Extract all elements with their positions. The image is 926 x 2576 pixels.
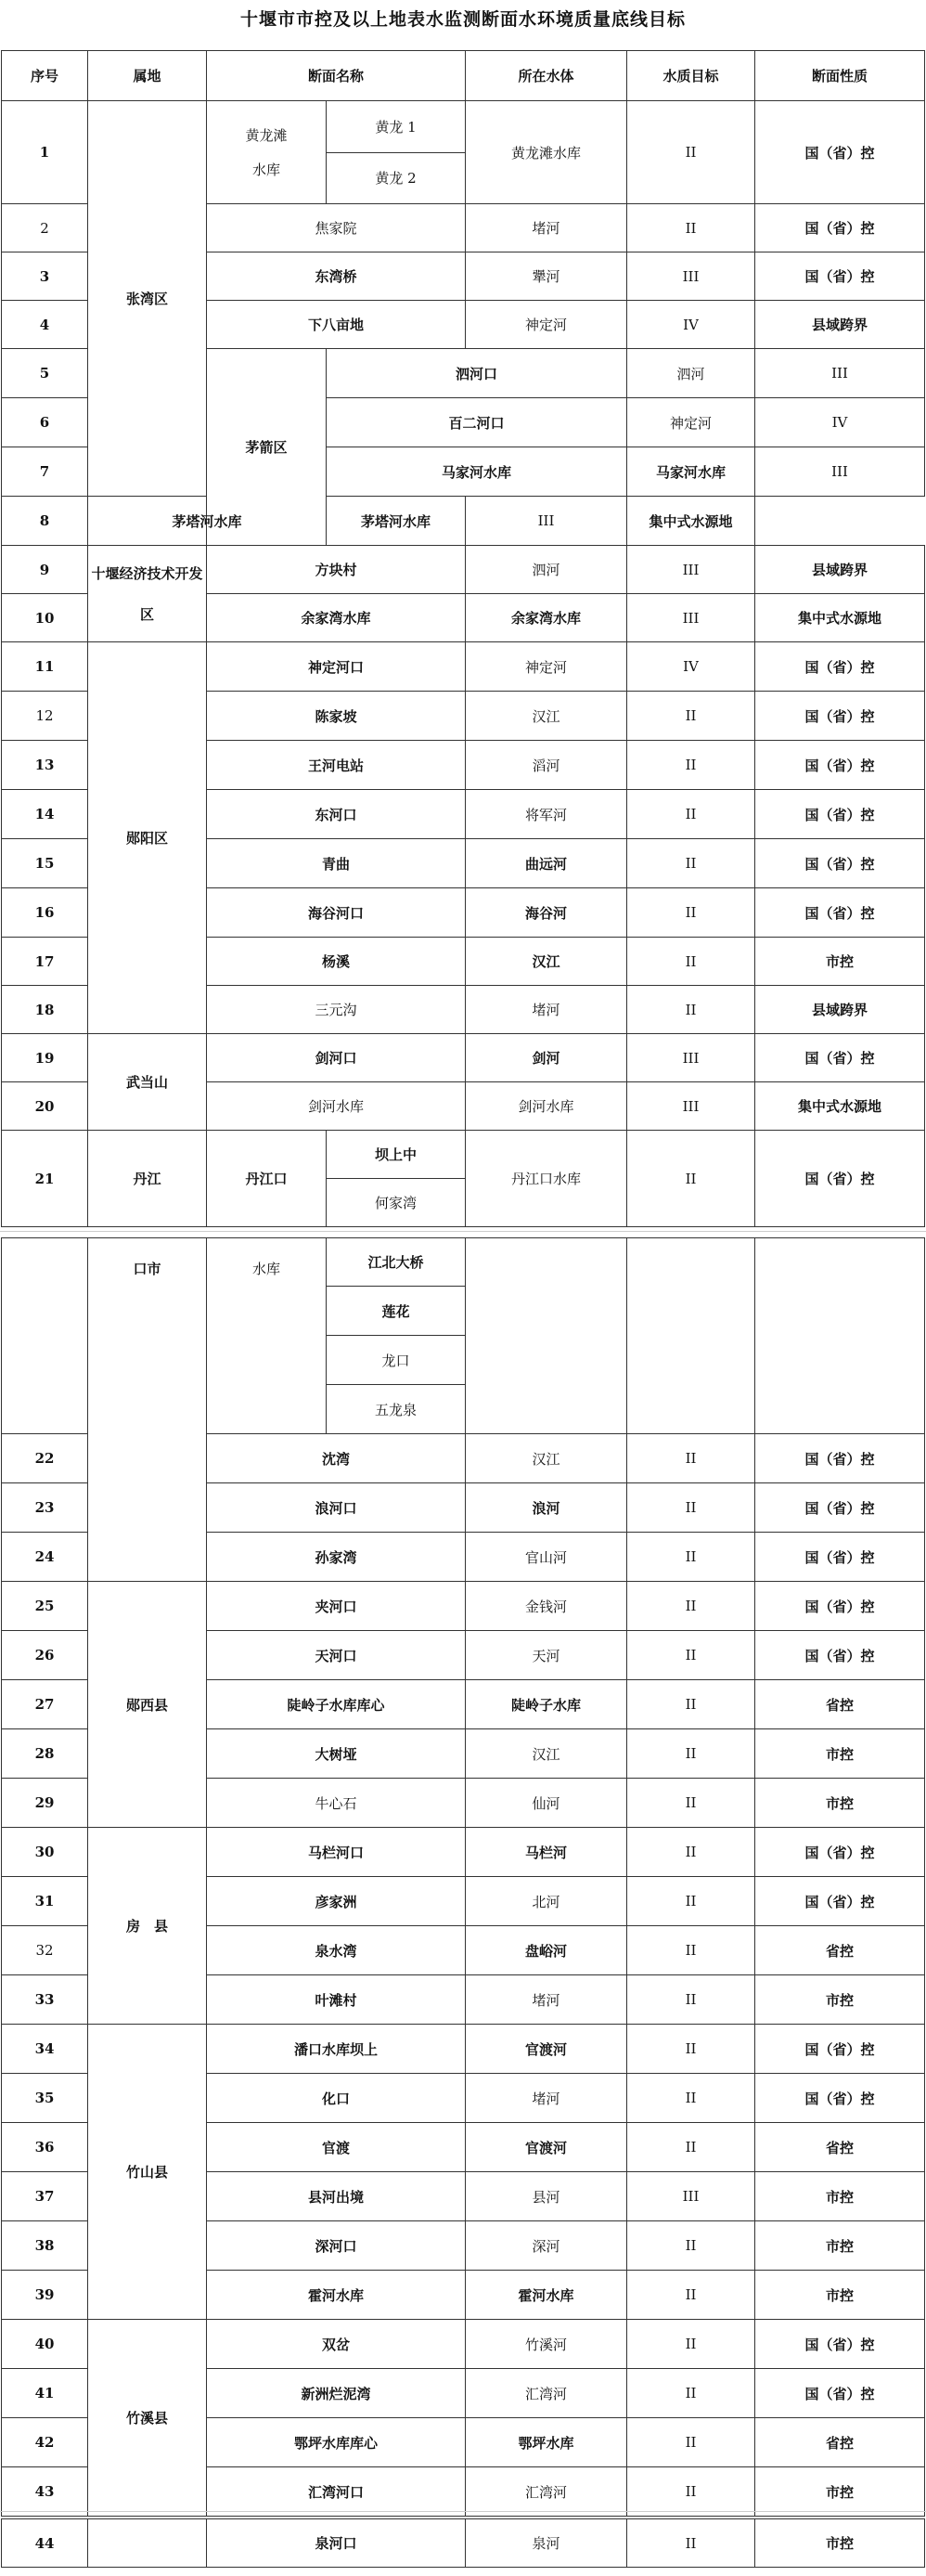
cell-nature: 国（省）控 bbox=[755, 1434, 925, 1483]
cell-water: 堵河 bbox=[466, 204, 627, 252]
cell-name: 杨溪 bbox=[207, 938, 466, 986]
cell-water: 竹溪河 bbox=[466, 2320, 627, 2369]
header-quality-target: 水质目标 bbox=[627, 51, 755, 101]
cell-nature: 国（省）控 bbox=[755, 2025, 925, 2074]
cell-district: 竹山县 bbox=[88, 2025, 207, 2320]
cell-target: II bbox=[627, 2123, 755, 2172]
table-row bbox=[2, 642, 925, 692]
cell-district: 张湾区 bbox=[88, 101, 207, 497]
cell-district bbox=[88, 2519, 207, 2568]
cell-no: 6 bbox=[2, 398, 88, 447]
cell-water: 神定河 bbox=[627, 398, 755, 447]
page-title: 十堰市市控及以上地表水监测断面水环境质量底线目标 bbox=[239, 9, 686, 30]
cell-name: 汇湾河口 bbox=[207, 2467, 466, 2517]
cell-nature: 集中式水源地 bbox=[755, 594, 925, 642]
table-row bbox=[2, 1828, 925, 1877]
cell-nature: 县域跨界 bbox=[755, 986, 925, 1034]
cell-no: 5 bbox=[2, 349, 88, 398]
cell-water: 汉江 bbox=[466, 692, 627, 741]
cell-nature: 县域跨界 bbox=[755, 546, 925, 594]
cell-district: 丹江 bbox=[88, 1131, 207, 1227]
cell-target bbox=[627, 1238, 755, 1434]
baseline-table-part2 bbox=[1, 1237, 925, 2517]
cell-target: II bbox=[627, 1131, 755, 1227]
cell-nature: 国（省）控 bbox=[755, 741, 925, 790]
header-district: 属地 bbox=[88, 51, 207, 101]
cell-name: 孙家湾 bbox=[207, 1533, 466, 1582]
cell-nature: 市控 bbox=[755, 1729, 925, 1779]
cell-name: 马家河水库 bbox=[327, 447, 627, 497]
cell-nature: 省控 bbox=[755, 2418, 925, 2467]
cell-target: III bbox=[627, 1082, 755, 1131]
cell-name: 茅塔河水库 bbox=[88, 497, 327, 546]
cell-no: 31 bbox=[2, 1877, 88, 1926]
cell-name: 泗河口 bbox=[327, 349, 627, 398]
cell-target: III bbox=[466, 497, 627, 546]
cell-target: II bbox=[627, 1533, 755, 1582]
cell-target: IV bbox=[627, 301, 755, 349]
cell-target: II bbox=[627, 1926, 755, 1975]
cell-water: 堵河 bbox=[466, 1975, 627, 2025]
cell-no: 28 bbox=[2, 1729, 88, 1779]
cell-name: 县河出境 bbox=[207, 2172, 466, 2221]
table-row bbox=[2, 546, 925, 594]
cell-target: II bbox=[627, 839, 755, 888]
cell-nature: 国（省）控 bbox=[755, 1034, 925, 1082]
cell-nature: 市控 bbox=[755, 2519, 925, 2568]
cell-name: 潘口水库坝上 bbox=[207, 2025, 466, 2074]
page-divider bbox=[0, 1231, 926, 1232]
cell-no: 23 bbox=[2, 1483, 88, 1533]
cell-water: 鄂坪水库 bbox=[466, 2418, 627, 2467]
cell-no: 35 bbox=[2, 2074, 88, 2123]
cell-subsection: 龙口 bbox=[327, 1336, 466, 1385]
cell-name: 海谷河口 bbox=[207, 888, 466, 938]
cell-no: 33 bbox=[2, 1975, 88, 2025]
header-section-nature: 断面性质 bbox=[755, 51, 925, 101]
cell-nature: 县域跨界 bbox=[755, 301, 925, 349]
table-row bbox=[2, 2025, 925, 2074]
cell-name: 天河口 bbox=[207, 1631, 466, 1680]
cell-no: 7 bbox=[2, 447, 88, 497]
cell-target: II bbox=[627, 2369, 755, 2418]
cell-district: 武当山 bbox=[88, 1034, 207, 1131]
cell-no: 2 bbox=[2, 204, 88, 252]
cell-district: 口市 bbox=[88, 1238, 207, 1582]
cell-no: 42 bbox=[2, 2418, 88, 2467]
cell-nature: 国（省）控 bbox=[755, 2369, 925, 2418]
cell-water: 神定河 bbox=[466, 301, 627, 349]
cell-target: IV bbox=[627, 642, 755, 692]
cell-target: II bbox=[627, 2467, 755, 2517]
cell-no: 41 bbox=[2, 2369, 88, 2418]
cell-subsection: 五龙泉 bbox=[327, 1385, 466, 1434]
cell-nature bbox=[755, 1238, 925, 1434]
cell-water: 剑河水库 bbox=[466, 1082, 627, 1131]
baseline-table-part3 bbox=[1, 2518, 925, 2568]
cell-water: 曲远河 bbox=[466, 839, 627, 888]
cell-district: 郧西县 bbox=[88, 1582, 207, 1828]
cell-section-group: 丹江口 bbox=[207, 1131, 327, 1227]
cell-water: 官渡河 bbox=[466, 2025, 627, 2074]
cell-name: 神定河口 bbox=[207, 642, 466, 692]
cell-nature: 国（省）控 bbox=[755, 692, 925, 741]
cell-name: 三元沟 bbox=[207, 986, 466, 1034]
cell-target: III bbox=[627, 252, 755, 301]
cell-water: 神定河 bbox=[466, 642, 627, 692]
cell-name: 泉河口 bbox=[207, 2519, 466, 2568]
cell-target: II bbox=[627, 986, 755, 1034]
cell-water: 海谷河 bbox=[466, 888, 627, 938]
cell-target: II bbox=[627, 2025, 755, 2074]
cell-water: 马栏河 bbox=[466, 1828, 627, 1877]
cell-target: II bbox=[627, 790, 755, 839]
cell-subsection: 坝上中 bbox=[327, 1131, 466, 1179]
header-section-name: 断面名称 bbox=[207, 51, 466, 101]
header-no: 序号 bbox=[2, 51, 88, 101]
cell-water: 泉河 bbox=[466, 2519, 627, 2568]
cell-name: 焦家院 bbox=[207, 204, 466, 252]
cell-target: II bbox=[627, 1582, 755, 1631]
cell-name: 东湾桥 bbox=[207, 252, 466, 301]
cell-nature: 国（省）控 bbox=[755, 1828, 925, 1877]
cell-water: 余家湾水库 bbox=[466, 594, 627, 642]
cell-water: 黄龙滩水库 bbox=[466, 101, 627, 204]
cell-name: 剑河口 bbox=[207, 1034, 466, 1082]
cell-water: 县河 bbox=[466, 2172, 627, 2221]
cell-no: 27 bbox=[2, 1680, 88, 1729]
cell-district: 郧阳区 bbox=[88, 642, 207, 1034]
cell-no: 20 bbox=[2, 1082, 88, 1131]
cell-name: 下八亩地 bbox=[207, 301, 466, 349]
cell-nature: 国（省）控 bbox=[755, 642, 925, 692]
cell-water: 滔河 bbox=[466, 741, 627, 790]
cell-nature: 市控 bbox=[755, 2172, 925, 2221]
cell-nature: 省控 bbox=[755, 1926, 925, 1975]
cell-target: III bbox=[627, 2172, 755, 2221]
cell-no: 4 bbox=[2, 301, 88, 349]
table-row bbox=[2, 1034, 925, 1082]
cell-name: 鄂坪水库库心 bbox=[207, 2418, 466, 2467]
cell-no: 26 bbox=[2, 1631, 88, 1680]
cell-subsection: 莲花 bbox=[327, 1287, 466, 1336]
cell-target: II bbox=[627, 2519, 755, 2568]
cell-water: 堵河 bbox=[466, 2074, 627, 2123]
page-divider bbox=[0, 2511, 926, 2512]
cell-no: 3 bbox=[2, 252, 88, 301]
cell-no: 29 bbox=[2, 1779, 88, 1828]
cell-water: 泗河 bbox=[627, 349, 755, 398]
cell-target: II bbox=[627, 1828, 755, 1877]
huanglong-label-top: 黄龙滩 bbox=[245, 127, 288, 144]
cell-water: 犟河 bbox=[466, 252, 627, 301]
cell-water: 将军河 bbox=[466, 790, 627, 839]
cell-water: 金钱河 bbox=[466, 1582, 627, 1631]
cell-name: 双岔 bbox=[207, 2320, 466, 2369]
cell-district: 竹溪县 bbox=[88, 2320, 207, 2517]
cell-nature: 国（省）控 bbox=[755, 1877, 925, 1926]
cell-name: 霍河水库 bbox=[207, 2271, 466, 2320]
cell-target: II bbox=[627, 1877, 755, 1926]
cell-nature: 集中式水源地 bbox=[627, 497, 755, 546]
cell-no: 16 bbox=[2, 888, 88, 938]
cell-target: II bbox=[627, 1779, 755, 1828]
cell-water: 汇湾河 bbox=[466, 2369, 627, 2418]
cell-target: II bbox=[627, 2418, 755, 2467]
cell-nature: 市控 bbox=[755, 2467, 925, 2517]
cell-no bbox=[2, 1238, 88, 1434]
cell-name: 青曲 bbox=[207, 839, 466, 888]
cell-no: 24 bbox=[2, 1533, 88, 1582]
cell-name: 新洲烂泥湾 bbox=[207, 2369, 466, 2418]
cell-water: 汉江 bbox=[466, 1729, 627, 1779]
cell-name: 陈家坡 bbox=[207, 692, 466, 741]
cell-target: II bbox=[627, 741, 755, 790]
cell-no: 30 bbox=[2, 1828, 88, 1877]
cell-target: II bbox=[627, 2320, 755, 2369]
cell-water: 剑河 bbox=[466, 1034, 627, 1082]
cell-name: 余家湾水库 bbox=[207, 594, 466, 642]
cell-target: II bbox=[627, 2074, 755, 2123]
cell-nature: 国（省）控 bbox=[755, 790, 925, 839]
cell-water: 北河 bbox=[466, 1877, 627, 1926]
cell-nature: 国（省）控 bbox=[755, 101, 925, 204]
cell-no: 40 bbox=[2, 2320, 88, 2369]
table-row bbox=[2, 497, 925, 546]
cell-district: 房 县 bbox=[88, 1828, 207, 2025]
table-row bbox=[2, 2320, 925, 2369]
cell-name: 王河电站 bbox=[207, 741, 466, 790]
table-row bbox=[2, 2519, 925, 2568]
header-water-body: 所在水体 bbox=[466, 51, 627, 101]
cell-target: III bbox=[627, 546, 755, 594]
cell-nature: 集中式水源地 bbox=[755, 1082, 925, 1131]
cell-nature: 省控 bbox=[755, 1680, 925, 1729]
cell-name: 官渡 bbox=[207, 2123, 466, 2172]
cell-district: 茅箭区 bbox=[207, 349, 327, 546]
cell-no: 1 bbox=[2, 101, 88, 204]
cell-no: 9 bbox=[2, 546, 88, 594]
cell-water: 马家河水库 bbox=[627, 447, 755, 497]
cell-water: 深河 bbox=[466, 2221, 627, 2271]
cell-nature: 国（省）控 bbox=[755, 204, 925, 252]
cell-nature: 省控 bbox=[755, 2123, 925, 2172]
cell-water: 霍河水库 bbox=[466, 2271, 627, 2320]
cell-no: 43 bbox=[2, 2467, 88, 2517]
cell-no: 44 bbox=[2, 2519, 88, 2568]
cell-water: 堵河 bbox=[466, 986, 627, 1034]
cell-no: 8 bbox=[2, 497, 88, 546]
cell-subsection: 黄龙 1 bbox=[327, 101, 466, 153]
cell-section-group: 水库 bbox=[207, 1238, 327, 1434]
cell-target: II bbox=[627, 2221, 755, 2271]
cell-nature: 国（省）控 bbox=[755, 1631, 925, 1680]
cell-nature: 国（省）控 bbox=[755, 1582, 925, 1631]
table-row bbox=[2, 1582, 925, 1631]
cell-nature: 国（省）控 bbox=[755, 2320, 925, 2369]
baseline-table-part1 bbox=[1, 50, 925, 1227]
cell-no: 38 bbox=[2, 2221, 88, 2271]
cell-target: III bbox=[755, 349, 925, 398]
cell-name: 化口 bbox=[207, 2074, 466, 2123]
cell-no: 36 bbox=[2, 2123, 88, 2172]
cell-nature: 国（省）控 bbox=[755, 1131, 925, 1227]
cell-name: 牛心石 bbox=[207, 1779, 466, 1828]
cell-district: 十堰经济技术开发区 bbox=[88, 546, 207, 642]
cell-target: III bbox=[755, 447, 925, 497]
cell-no: 17 bbox=[2, 938, 88, 986]
cell-name: 浪河口 bbox=[207, 1483, 466, 1533]
cell-water: 浪河 bbox=[466, 1483, 627, 1533]
cell-name: 彦家洲 bbox=[207, 1877, 466, 1926]
huanglong-label-bottom: 水库 bbox=[251, 162, 280, 178]
cell-no: 12 bbox=[2, 692, 88, 741]
cell-name: 沈湾 bbox=[207, 1434, 466, 1483]
cell-water: 官山河 bbox=[466, 1533, 627, 1582]
cell-target: IV bbox=[755, 398, 925, 447]
cell-water: 汇湾河 bbox=[466, 2467, 627, 2517]
cell-subsection: 何家湾 bbox=[327, 1179, 466, 1227]
cell-nature: 国（省）控 bbox=[755, 1533, 925, 1582]
cell-water: 茅塔河水库 bbox=[327, 497, 466, 546]
cell-nature: 市控 bbox=[755, 1779, 925, 1828]
cell-name: 泉水湾 bbox=[207, 1926, 466, 1975]
cell-no: 15 bbox=[2, 839, 88, 888]
cell-name: 马栏河口 bbox=[207, 1828, 466, 1877]
cell-name: 大树垭 bbox=[207, 1729, 466, 1779]
cell-name: 百二河口 bbox=[327, 398, 627, 447]
cell-water: 陡岭子水库 bbox=[466, 1680, 627, 1729]
cell-nature: 市控 bbox=[755, 2271, 925, 2320]
cell-subsection: 江北大桥 bbox=[327, 1238, 466, 1287]
cell-water: 官渡河 bbox=[466, 2123, 627, 2172]
cell-no: 32 bbox=[2, 1926, 88, 1975]
cell-target: II bbox=[627, 204, 755, 252]
cell-nature: 国（省）控 bbox=[755, 1483, 925, 1533]
cell-no: 21 bbox=[2, 1131, 88, 1227]
cell-name: 方块村 bbox=[207, 546, 466, 594]
cell-nature: 市控 bbox=[755, 938, 925, 986]
cell-target: II bbox=[627, 888, 755, 938]
cell-water: 汉江 bbox=[466, 938, 627, 986]
cell-no: 34 bbox=[2, 2025, 88, 2074]
table-row bbox=[2, 1131, 925, 1179]
cell-name: 陡岭子水库库心 bbox=[207, 1680, 466, 1729]
cell-target: II bbox=[627, 101, 755, 204]
cell-target: II bbox=[627, 692, 755, 741]
cell-no: 18 bbox=[2, 986, 88, 1034]
cell-water: 丹江口水库 bbox=[466, 1131, 627, 1227]
cell-name: 东河口 bbox=[207, 790, 466, 839]
cell-target: III bbox=[627, 594, 755, 642]
header-row bbox=[2, 51, 925, 101]
cell-water: 盘峪河 bbox=[466, 1926, 627, 1975]
cell-target: II bbox=[627, 1631, 755, 1680]
cell-no: 37 bbox=[2, 2172, 88, 2221]
cell-water: 仙河 bbox=[466, 1779, 627, 1828]
cell-name: 夹河口 bbox=[207, 1582, 466, 1631]
cell-target: II bbox=[627, 2271, 755, 2320]
cell-target: II bbox=[627, 938, 755, 986]
cell-section-group bbox=[207, 101, 327, 204]
cell-no: 10 bbox=[2, 594, 88, 642]
cell-name: 深河口 bbox=[207, 2221, 466, 2271]
cell-name: 剑河水库 bbox=[207, 1082, 466, 1131]
cell-target: III bbox=[627, 1034, 755, 1082]
cell-water: 天河 bbox=[466, 1631, 627, 1680]
cell-target: II bbox=[627, 1483, 755, 1533]
cell-nature: 市控 bbox=[755, 2221, 925, 2271]
cell-nature: 国（省）控 bbox=[755, 2074, 925, 2123]
cell-nature: 市控 bbox=[755, 1975, 925, 2025]
table-row bbox=[2, 101, 925, 153]
cell-no: 14 bbox=[2, 790, 88, 839]
table-row bbox=[2, 1238, 925, 1287]
cell-name: 叶滩村 bbox=[207, 1975, 466, 2025]
cell-no: 39 bbox=[2, 2271, 88, 2320]
cell-no: 19 bbox=[2, 1034, 88, 1082]
cell-water: 汉江 bbox=[466, 1434, 627, 1483]
cell-target: II bbox=[627, 1680, 755, 1729]
cell-target: II bbox=[627, 1434, 755, 1483]
cell-no: 13 bbox=[2, 741, 88, 790]
cell-nature: 国（省）控 bbox=[755, 252, 925, 301]
cell-no: 25 bbox=[2, 1582, 88, 1631]
cell-no: 22 bbox=[2, 1434, 88, 1483]
cell-subsection: 黄龙 2 bbox=[327, 152, 466, 204]
cell-target: II bbox=[627, 1729, 755, 1779]
cell-water: 泗河 bbox=[466, 546, 627, 594]
cell-water bbox=[466, 1238, 627, 1434]
cell-nature: 国（省）控 bbox=[755, 839, 925, 888]
cell-no: 11 bbox=[2, 642, 88, 692]
cell-nature: 国（省）控 bbox=[755, 888, 925, 938]
cell-target: II bbox=[627, 1975, 755, 2025]
